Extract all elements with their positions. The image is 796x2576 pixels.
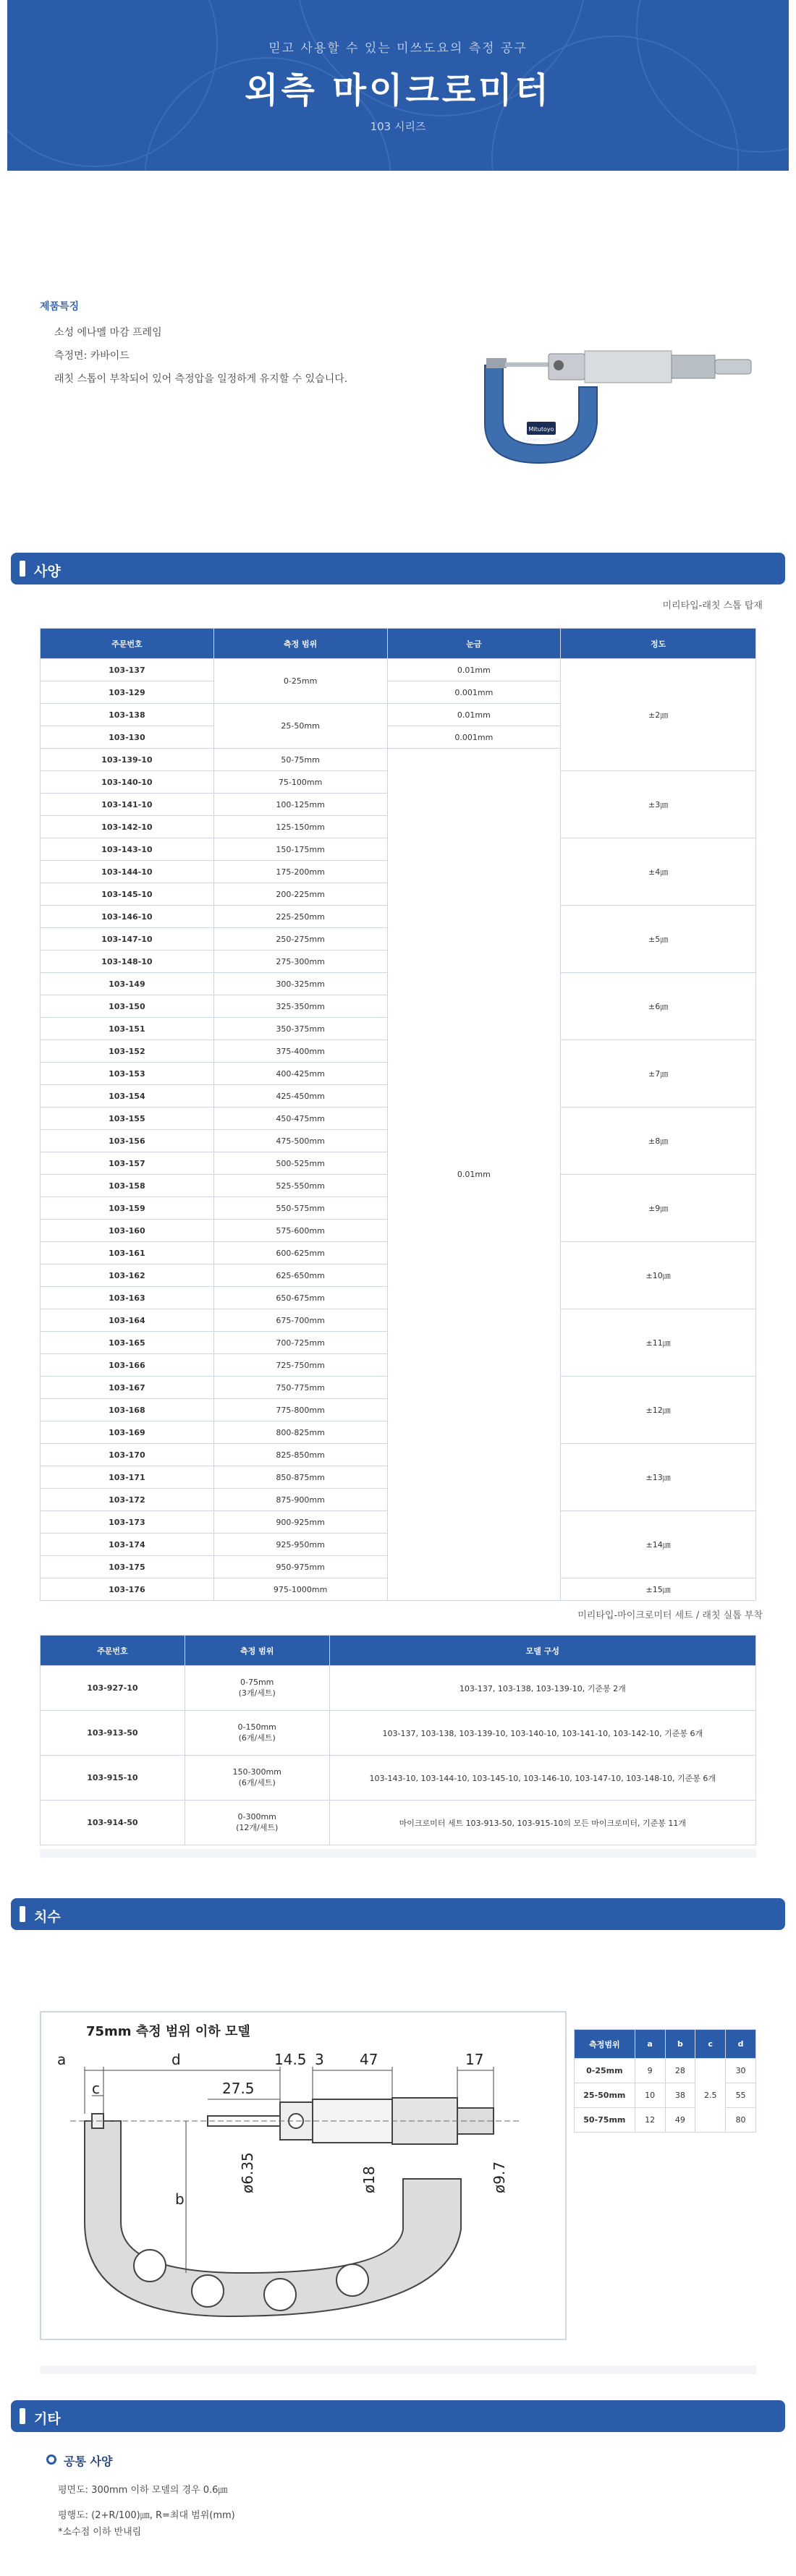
dimension-drawing: [40, 2011, 567, 2340]
table-cell: ±2㎛: [561, 659, 756, 771]
table-cell: 103-167: [41, 1377, 214, 1399]
range-text: 150-300mm: [232, 1767, 281, 1777]
product-small-text: 0-25mm 0.01mm: [522, 438, 561, 443]
table-cell: ±6㎛: [561, 973, 756, 1040]
table-cell: 225-250mm: [213, 906, 387, 928]
table-cell: 625-650mm: [213, 1264, 387, 1287]
section-title: 치수: [34, 1909, 61, 1925]
common-spec-heading: 공통 사양: [64, 2454, 113, 2468]
table-cell: 103-913-50: [41, 1711, 185, 1756]
drawing-title: 75mm 측정 범위 이하 모델: [86, 2024, 250, 2039]
banner-series: 103 시리즈: [370, 120, 426, 133]
col-header: 측정 범위: [213, 629, 387, 659]
table-cell: 175-200mm: [213, 861, 387, 883]
table-cell: 103-139-10: [41, 749, 214, 771]
table-cell: 103-172: [41, 1489, 214, 1511]
dim-label-phi-6-35: ø6.35: [239, 2152, 256, 2193]
table-cell: 103-159: [41, 1197, 214, 1220]
section-bar-spec: [11, 553, 785, 585]
table-cell: 103-150: [41, 995, 214, 1018]
feature-item: 측정면: 카바이드: [54, 350, 130, 362]
spec-note: 미리타입-래칫 스톱 탑재: [662, 600, 763, 611]
common-spec: [43, 2452, 235, 2538]
table-cell: ±10㎛: [561, 1242, 756, 1309]
table-cell: 600-625mm: [213, 1242, 387, 1264]
table-row: [575, 2083, 756, 2108]
table-cell: 103-138: [41, 704, 214, 726]
table-cell: 103-141-10: [41, 794, 214, 816]
table-cell: 103-166: [41, 1354, 214, 1377]
table-cell: 350-375mm: [213, 1018, 387, 1040]
col-header: 모델 구성: [329, 1636, 755, 1666]
table-cell: ±8㎛: [561, 1108, 756, 1175]
table-cell: 28: [665, 2059, 695, 2083]
table-row: [41, 659, 756, 681]
table-cell: ±7㎛: [561, 1040, 756, 1108]
table-cell: 50-75mm: [213, 749, 387, 771]
table-cell: 마이크로미터 세트 103-913-50, 103-915-10의 모든 마이크로미터, 기준봉 11개: [329, 1801, 755, 1845]
table-cell: 103-156: [41, 1130, 214, 1152]
col-header: c: [695, 2030, 726, 2059]
table-cell: 25-50mm: [575, 2083, 635, 2108]
table-cell: 550-575mm: [213, 1197, 387, 1220]
table-cell: 575-600mm: [213, 1220, 387, 1242]
col-header: d: [726, 2030, 756, 2059]
dim-label-d: d: [172, 2051, 181, 2068]
table-cell: 103-148-10: [41, 951, 214, 973]
table-cell: 150-175mm: [213, 838, 387, 861]
table-cell: 103-129: [41, 681, 214, 704]
table-cell: 103-170: [41, 1444, 214, 1466]
table-cell: 103-158: [41, 1175, 214, 1197]
col-header: 측정 범위: [185, 1636, 329, 1666]
table-cell: 103-162: [41, 1264, 214, 1287]
common-spec-line: 평행도: (2+R/100)㎛, R=최대 범위(mm): [58, 2510, 235, 2521]
table-cell: ±9㎛: [561, 1175, 756, 1242]
feature-item: 래칫 스톱이 부착되어 있어 측정압을 일정하게 유지할 수 있습니다.: [54, 373, 348, 385]
table-cell: 103-168: [41, 1399, 214, 1421]
table-row: [41, 1666, 756, 1711]
table-cell: 925-950mm: [213, 1534, 387, 1556]
table-cell: 38: [665, 2083, 695, 2108]
table-cell: 50-75mm: [575, 2108, 635, 2133]
table-cell: 30: [726, 2059, 756, 2083]
table-cell: 975-1000mm: [213, 1578, 387, 1601]
table-cell: 475-500mm: [213, 1130, 387, 1152]
dim-label-phi-9-7: ø9.7: [491, 2161, 508, 2193]
table-cell: 103-927-10: [41, 1666, 185, 1711]
table-cell: ±14㎛: [561, 1511, 756, 1578]
table-cell: 103-175: [41, 1556, 214, 1578]
table-cell: 12: [635, 2108, 665, 2133]
table-cell: 103-155: [41, 1108, 214, 1130]
table-cell: 0.01mm: [387, 659, 561, 681]
table-cell: 275-300mm: [213, 951, 387, 973]
table-cell: 49: [665, 2108, 695, 2133]
section-bar-marker: [20, 1906, 25, 1922]
table-cell: 103-152: [41, 1040, 214, 1063]
table-cell: 700-725mm: [213, 1332, 387, 1354]
section-divider: [40, 1849, 756, 1858]
table-cell: 450-475mm: [213, 1108, 387, 1130]
table-cell: 103-914-50: [41, 1801, 185, 1845]
count-text: (6개/세트): [238, 1778, 276, 1788]
col-header: 정도: [561, 629, 756, 659]
dim-label-27-5: 27.5: [222, 2080, 255, 2097]
banner-subtitle: 믿고 사용할 수 있는 미쓰도요의 측정 공구: [268, 41, 528, 56]
table-cell: 825-850mm: [213, 1444, 387, 1466]
table-cell: ±5㎛: [561, 906, 756, 973]
col-header: a: [635, 2030, 665, 2059]
col-header: b: [665, 2030, 695, 2059]
spec-table: [40, 628, 756, 1601]
table-cell: 103-143-10, 103-144-10, 103-145-10, 103-146-10, 103-147-10, 103-148-10, 기준봉 6개: [329, 1756, 755, 1801]
section-title: 사양: [34, 564, 61, 579]
table-cell: 0.01mm: [387, 749, 561, 1601]
table-cell: 103-153: [41, 1063, 214, 1085]
dim-label-3: 3: [315, 2051, 324, 2068]
table-cell: 375-400mm: [213, 1040, 387, 1063]
table-cell: 750-775mm: [213, 1377, 387, 1399]
table-cell: 500-525mm: [213, 1152, 387, 1175]
table-cell: 0-25mm: [213, 659, 387, 704]
table-row: [41, 1711, 756, 1756]
table-cell: 103-147-10: [41, 928, 214, 951]
bullet-ring-icon: [46, 2454, 56, 2465]
table-cell: 103-157: [41, 1152, 214, 1175]
table-cell: 103-144-10: [41, 861, 214, 883]
product-brand: Mitutoyo: [528, 426, 554, 433]
table-cell: 103-161: [41, 1242, 214, 1264]
table-cell: ±3㎛: [561, 771, 756, 838]
table-cell: 103-915-10: [41, 1756, 185, 1801]
table-cell: [185, 1801, 329, 1845]
table-cell: 2.5: [695, 2059, 726, 2133]
table-cell: 103-137, 103-138, 103-139-10, 기준봉 2개: [329, 1666, 755, 1711]
table-cell: 103-169: [41, 1421, 214, 1444]
table-cell: 0.001mm: [387, 681, 561, 704]
table-cell: 0.001mm: [387, 726, 561, 749]
table-cell: 725-750mm: [213, 1354, 387, 1377]
section-bar-misc: [11, 2400, 785, 2432]
table-cell: 103-149: [41, 973, 214, 995]
table-row: [575, 2108, 756, 2133]
set-table: [40, 1635, 756, 1845]
table-cell: 103-176: [41, 1578, 214, 1601]
table-cell: 9: [635, 2059, 665, 2083]
table-cell: 55: [726, 2083, 756, 2108]
table-cell: 103-146-10: [41, 906, 214, 928]
table-cell: 850-875mm: [213, 1466, 387, 1489]
dimension-table: [574, 2029, 756, 2133]
table-cell: [185, 1666, 329, 1711]
table-cell: 125-150mm: [213, 816, 387, 838]
page-title: 외측 마이크로미터: [245, 70, 551, 111]
features-block: [40, 299, 445, 394]
table-cell: 10: [635, 2083, 665, 2108]
dim-label-b: b: [175, 2190, 185, 2208]
table-cell: 900-925mm: [213, 1511, 387, 1534]
table-cell: 103-145-10: [41, 883, 214, 906]
table-cell: 103-137: [41, 659, 214, 681]
table-cell: 103-151: [41, 1018, 214, 1040]
feature-item: 소성 에나멜 마감 프레임: [54, 327, 162, 339]
table-cell: 103-142-10: [41, 816, 214, 838]
col-header: 눈금: [387, 629, 561, 659]
micrometer-image: [470, 336, 760, 467]
count-text: (12개/세트): [236, 1823, 279, 1832]
table-row: [575, 2059, 756, 2083]
range-text: 0-300mm: [237, 1812, 276, 1822]
table-cell: 250-275mm: [213, 928, 387, 951]
table-cell: 0-25mm: [575, 2059, 635, 2083]
table-cell: 103-165: [41, 1332, 214, 1354]
col-header: 주문번호: [41, 1636, 185, 1666]
table-cell: 103-137, 103-138, 103-139-10, 103-140-10, 103-141-10, 103-142-10, 기준봉 6개: [329, 1711, 755, 1756]
table-cell: ±15㎛: [561, 1578, 756, 1601]
section-bar-dimensions: [11, 1898, 785, 1930]
common-spec-line: 평면도: 300mm 이하 모델의 경우 0.6㎛: [58, 2485, 228, 2496]
section-title: 기타: [34, 2411, 61, 2427]
table-cell: 525-550mm: [213, 1175, 387, 1197]
table-cell: 25-50mm: [213, 704, 387, 749]
table-cell: 775-800mm: [213, 1399, 387, 1421]
table-cell: 103-140-10: [41, 771, 214, 794]
table-cell: 80: [726, 2108, 756, 2133]
table-cell: 103-154: [41, 1085, 214, 1108]
col-header: 측정범위: [575, 2030, 635, 2059]
common-spec-line: *소수점 이하 반내림: [58, 2527, 142, 2538]
dim-label-47: 47: [360, 2051, 378, 2068]
table-cell: 103-173: [41, 1511, 214, 1534]
table-cell: 75-100mm: [213, 771, 387, 794]
table-cell: 103-130: [41, 726, 214, 749]
dim-label-a: a: [57, 2051, 67, 2068]
table-cell: ±12㎛: [561, 1377, 756, 1444]
table-cell: [185, 1756, 329, 1801]
section-divider: [40, 2365, 756, 2374]
features-heading: 제품특징: [40, 301, 80, 313]
dim-label-c: c: [92, 2080, 100, 2097]
col-header: 주문번호: [41, 629, 214, 659]
count-text: (3개/세트): [238, 1688, 276, 1698]
dim-label-14-5: 14.5: [274, 2051, 307, 2068]
table-cell: 100-125mm: [213, 794, 387, 816]
table-cell: 800-825mm: [213, 1421, 387, 1444]
table-cell: 300-325mm: [213, 973, 387, 995]
range-text: 0-75mm: [240, 1678, 274, 1687]
table-cell: 103-160: [41, 1220, 214, 1242]
hero-banner: [7, 0, 789, 171]
range-text: 0-150mm: [237, 1722, 276, 1732]
table-row: [41, 1801, 756, 1845]
dim-label-17: 17: [465, 2051, 484, 2068]
table-cell: 650-675mm: [213, 1287, 387, 1309]
table-cell: 0.01mm: [387, 704, 561, 726]
table-cell: ±13㎛: [561, 1444, 756, 1511]
table-cell: 325-350mm: [213, 995, 387, 1018]
table-cell: 425-450mm: [213, 1085, 387, 1108]
table-cell: 103-164: [41, 1309, 214, 1332]
table-cell: 950-975mm: [213, 1556, 387, 1578]
table-cell: 875-900mm: [213, 1489, 387, 1511]
table-cell: ±11㎛: [561, 1309, 756, 1377]
table-row: [41, 1756, 756, 1801]
table-cell: 103-171: [41, 1466, 214, 1489]
table-cell: 400-425mm: [213, 1063, 387, 1085]
table-cell: [185, 1711, 329, 1756]
table-cell: 675-700mm: [213, 1309, 387, 1332]
table-cell: 103-143-10: [41, 838, 214, 861]
section-bar-marker: [20, 2408, 25, 2424]
section-bar-marker: [20, 561, 25, 577]
count-text: (6개/세트): [238, 1733, 276, 1743]
table-cell: 103-174: [41, 1534, 214, 1556]
table-cell: 200-225mm: [213, 883, 387, 906]
table-cell: ±4㎛: [561, 838, 756, 906]
dim-label-phi-18: ø18: [360, 2166, 378, 2193]
drawing-svg: [41, 2012, 565, 2339]
table-cell: 103-163: [41, 1287, 214, 1309]
set-note: 미리타입-마이크로미터 세트 / 래칫 실톱 부착: [577, 1610, 763, 1621]
